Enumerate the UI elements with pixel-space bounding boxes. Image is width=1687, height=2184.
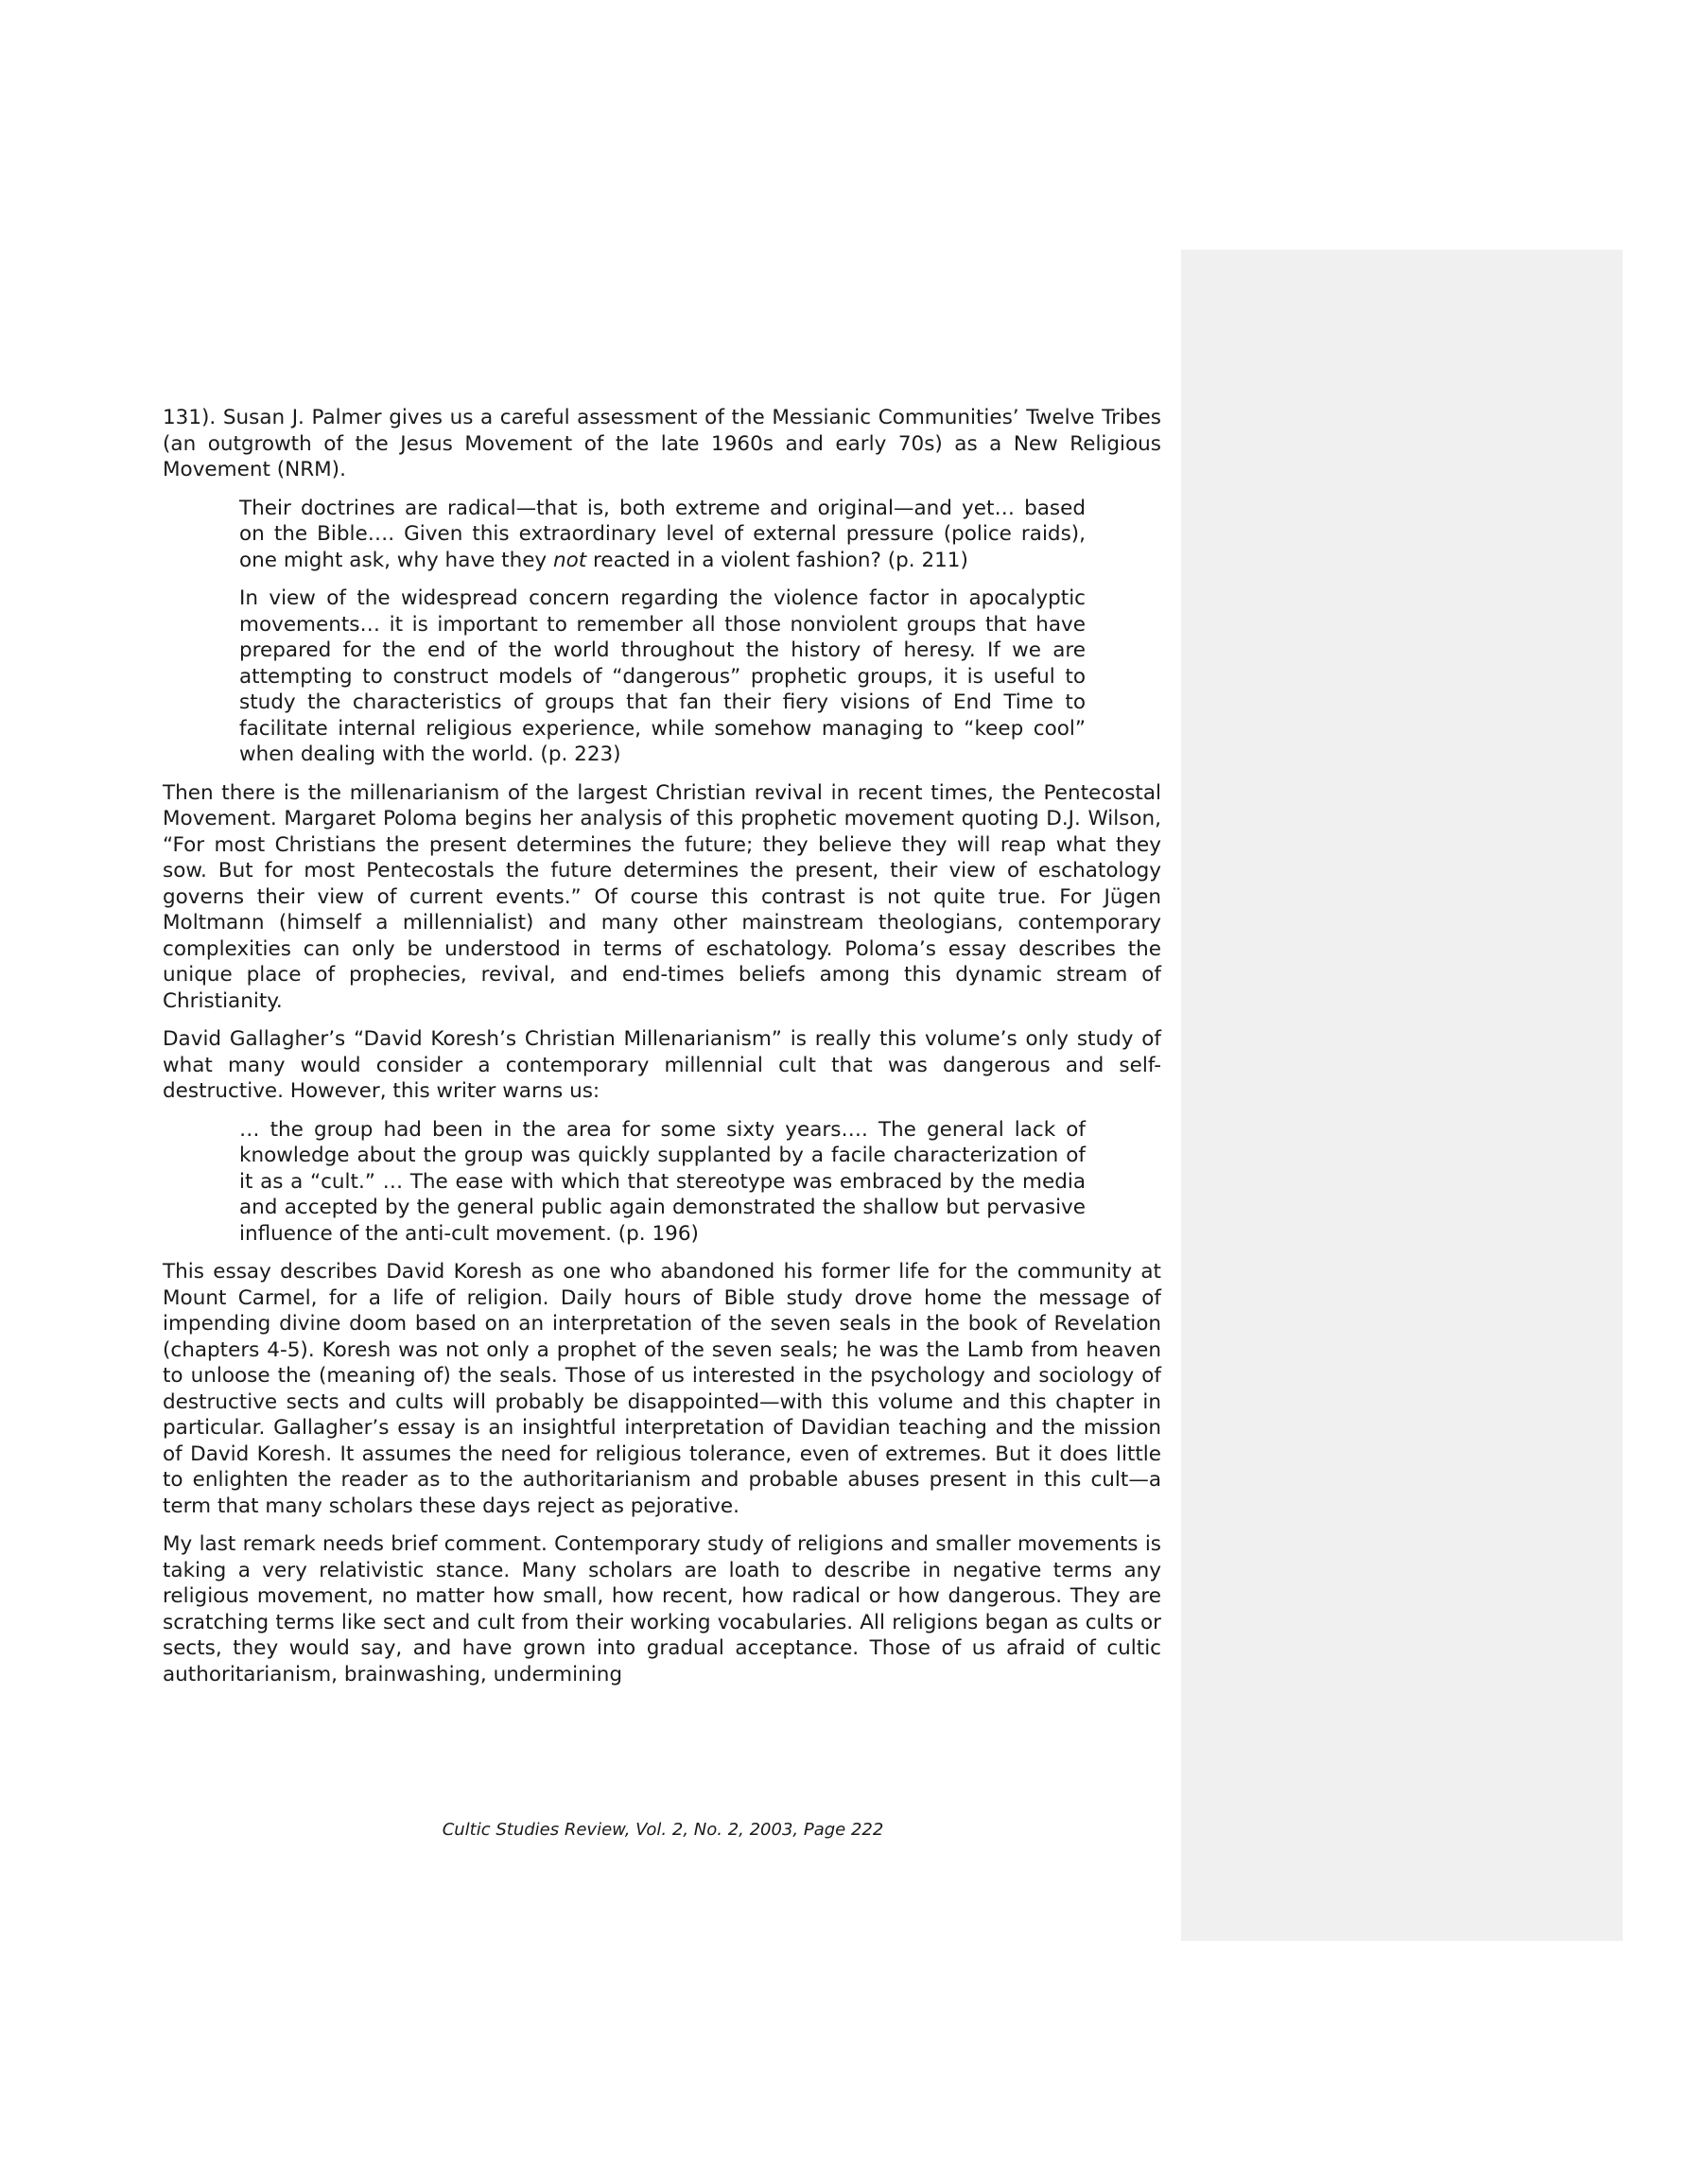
block-quote: … the group had been in the area for some sixty years…. The general lack of knowledge about the group was quickly supplanted by a facile characterization of it as a “cult.” … The ease with which that stereotype was embraced by the media and accepted by the general public again demonstrated the shallow but pervasive influence of the anti-cult movement. (p. 196) <box>239 1117 1086 1246</box>
comment-margin-pane <box>1181 250 1623 1941</box>
paragraph: 131). Susan J. Palmer gives us a careful assessment of the Messianic Communities’ Twelve Tribes (an outgrowth of the Jesus Movement of the late 1960s and early 70s) as a New Religious Movement (NRM). <box>163 406 1161 481</box>
body-text <box>163 405 1161 1700</box>
block-quote: In view of the widespread concern regarding the violence factor in apocalyptic movements… it is important to remember all those nonviolent groups that have prepared for the end of the world throughout the history of heresy. If we are attempting to construct models of “dangerous” prophetic groups, it is useful to study the characteristics of groups that fan their fiery visions of End Time to facilitate internal religious experience, while somehow managing to “keep cool” when dealing with the world. (p. 223) <box>239 586 1086 766</box>
quote-text: reacted in a violent fashion? (p. 211) <box>586 548 968 572</box>
paragraph: My last remark needs brief comment. Contemporary study of religions and smaller movements is taking a very relativistic stance. Many scholars are loath to describe in negative terms any religious movement, no matter how small, how recent, how radical or how dangerous. They are scratching terms like sect and cult from their working vocabularies. All religions began as cults or sects, they would say, and have grown into gradual acceptance. Those of us afraid of cultic authoritarianism, brainwashing, undermining <box>163 1532 1161 1686</box>
block-quote <box>239 496 1086 574</box>
quote-text: Their doctrines are radical—that is, both extreme and original—and yet… based on the Bible…. Given this extraordinary level of external pressure (police raids), one might ask, why have they <box>239 496 1086 572</box>
paragraph: David Gallagher’s “David Koresh’s Christian Millenarianism” is really this volume’s only study of what many would consider a contemporary millennial cult that was dangerous and self-destructive. However, this writer warns us: <box>163 1027 1161 1103</box>
paragraph: This essay describes David Koresh as one who abandoned his former life for the community at Mount Carmel, for a life of religion. Daily hours of Bible study drove home the message of impending divine doom based on an interpretation of the seven seals in the book of Revelation (chapters 4-5). Koresh was not only a prophet of the seven seals; he was the Lamb from heaven to unloose the (meaning of) the seals. Those of us interested in the psychology and sociology of destructive sects and cults will probably be disappointed—with this volume and this chapter in particular. Gallagher’s essay is an insightful interpretation of Davidian teaching and the mission of David Koresh. It assumes the need for religious tolerance, even of extremes. But it does little to enlighten the reader as to the authoritarianism and probable abuses present in this cult—a term that many scholars these days reject as pejorative. <box>163 1260 1161 1518</box>
emphasis: not <box>553 548 587 572</box>
page-footer: Cultic Studies Review, Vol. 2, No. 2, 2003, Page 222 <box>442 1820 884 1840</box>
paragraph: Then there is the millenarianism of the largest Christian revival in recent times, the Pentecostal Movement. Margaret Poloma begins her analysis of this prophetic movement quoting D.J. Wilson, “For most Christians the present determines the future; they believe they will reap what they sow. But for most Pentecostals the future determines the present, their view of eschatology governs their view of current events.” Of course this contrast is not quite true. For Jügen Moltmann (himself a millennialist) and many other mainstream theologians, contemporary complexities can only be understood in terms of eschatology. Poloma’s essay describes the unique place of prophecies, revival, and end-times beliefs among this dynamic stream of Christianity. <box>163 780 1161 1013</box>
